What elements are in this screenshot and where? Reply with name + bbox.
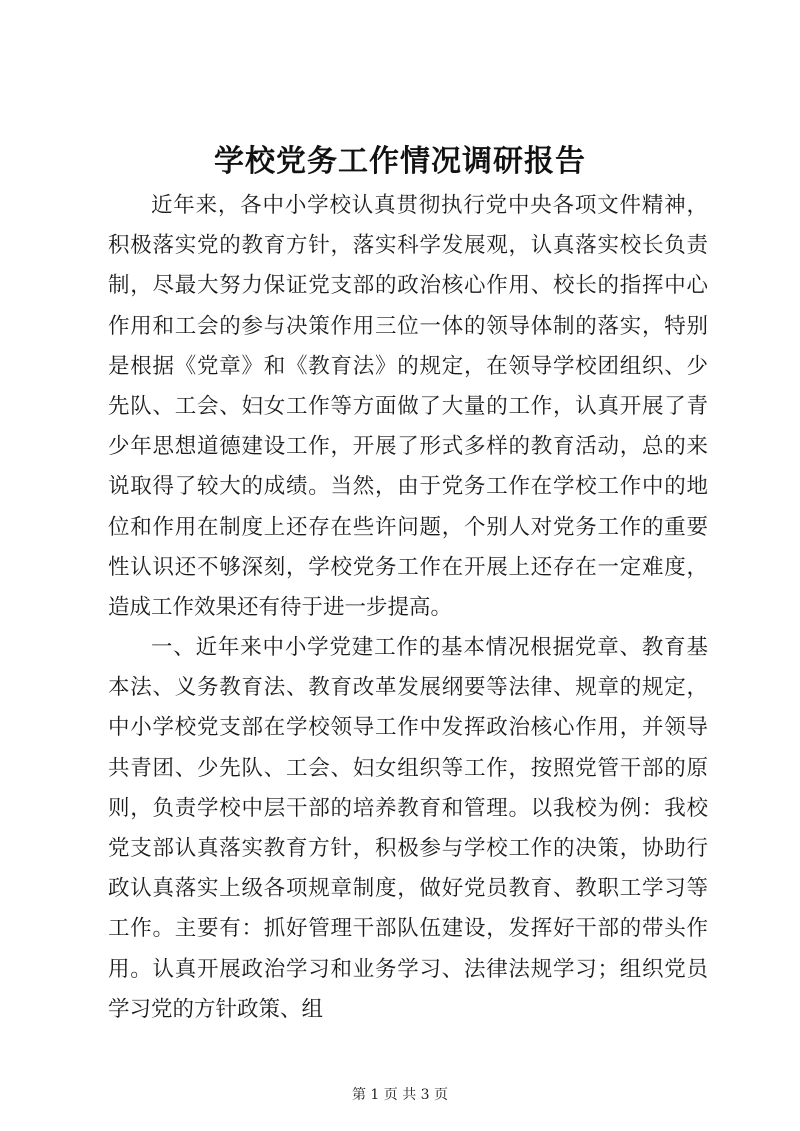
paragraph-1 xyxy=(108,186,708,628)
paragraph-2 xyxy=(108,628,708,1030)
paragraph-text: 近年来，各中小学校认真贯彻执行党中央各项文件精神，积极落实党的教育方针，落实科学发展观，认真落实校长负责制，尽最大努力保证党支部的政治核心作用、校长的指挥中心作用和工会的参与决策作用三位一体的领导体制的落实，特别是根据《党章》和《教育法》的规定，在领导学校团组织、少先队、工会、妇女工作等方面做了大量的工作，认真开展了青少年思想道德建设工作，开展了形式多样的教育活动，总的来说取得了较大的成绩。当然，由于党务工作在学校工作中的地位和作用在制度上还存在些许问题，个别人对党务工作的重要性认识还不够深刻，学校党务工作在开展上还存在一定难度，造成工作效果还有待于进一步提高。 xyxy=(108,193,708,621)
document-title: 学校党务工作情况调研报告 xyxy=(214,144,586,179)
paragraph-text: 一、近年来中小学党建工作的基本情况根据党章、教育基本法、义务教育法、教育改革发展纲要等法律、规章的规定，中小学校党支部在学校领导工作中发挥政治核心作用，并领导共青团、少先队、工会、妇女组织等工作，按照党管干部的原则，负责学校中层干部的培养教育和管理。以我校为例：我校党支部认真落实教育方针，积极参与学校工作的决策，协助行政认真落实上级各项规章制度，做好党员教育、教职工学习等工作。主要有：抓好管理干部队伍建设，发挥好干部的带头作用。认真开展政治学习和业务学习、法律法规学习；组织党员学习党的方针政策、组 xyxy=(108,635,708,1022)
page-footer xyxy=(0,1084,800,1104)
page-number-label: 第 1 页 共 3 页 xyxy=(351,1087,449,1103)
